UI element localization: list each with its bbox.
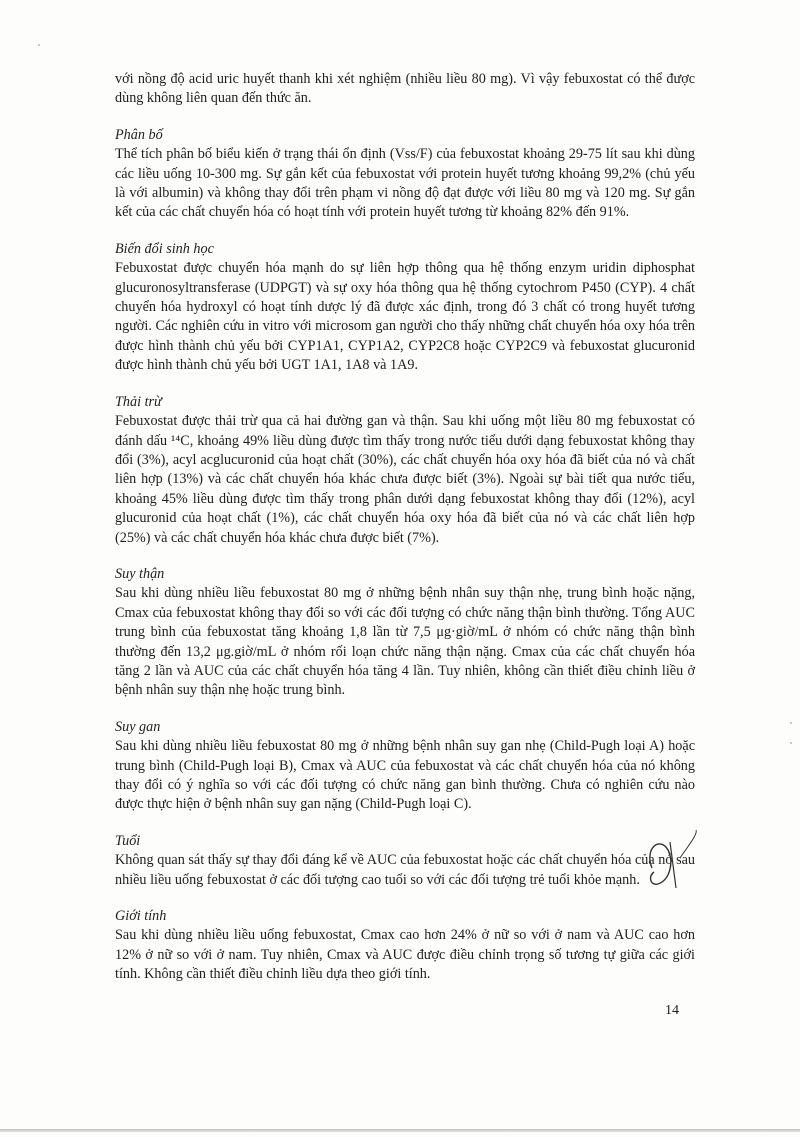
section-age bbox=[115, 832, 695, 890]
section-distribution bbox=[115, 126, 695, 223]
section-heading: Giới tính bbox=[115, 908, 167, 925]
document-page bbox=[115, 70, 695, 985]
section-heading: Suy gan bbox=[115, 718, 161, 735]
scan-speck bbox=[38, 44, 40, 46]
section-heading: Thải trừ bbox=[115, 393, 162, 410]
section-body: Febuxostat được thải trừ qua cả hai đường gan và thận. Sau khi uống một liều 80 mg febuxostat có đánh dấu ¹⁴C, khoảng 49% liều dùng được tìm thấy trong nước tiểu dưới dạng febuxostat không thay đổi (3%), acyl acglucuronid của hoạt chất (30%), các chất chuyển hóa oxy hóa đã biết của nó và chất liên hợp (13%) và các chất chuyển hóa khác chưa được biết (3%). Ngoài sự bài tiết qua nước tiểu, khoảng 45% liều dùng được tìm thấy trong phân dưới dạng febuxostat không thay đổi (12%), acyl glucuronid của hoạt chất (1%), các chất chuyển hóa oxy hóa đã biết của nó và các chất liên hợp (25%) và các chất chuyển hóa khác chưa được biết (7%). bbox=[115, 413, 695, 546]
scan-edge-line bbox=[0, 1129, 800, 1132]
section-body: Thể tích phân bố biểu kiến ở trạng thái ổn định (Vss/F) của febuxostat khoảng 29-75 lít sau khi dùng các liều uống 10-300 mg. Sự gắn kết của febuxostat với protein huyết tương khoảng 99,2% (chủ yếu là với albumin) và không thay đổi trên phạm vi nồng độ đạt được với liều 80 mg và 120 mg. Sự gắn kết của các chất chuyển hóa có hoạt tính với protein huyết tương từ khoảng 82% đến 91%. bbox=[115, 146, 695, 221]
section-heading: Tuổi bbox=[115, 832, 141, 849]
section-heading: Suy thận bbox=[115, 565, 165, 582]
section-body: Không quan sát thấy sự thay đổi đáng kể về AUC của febuxostat hoặc các chất chuyển hóa của nó sau nhiều liều uống febuxostat ở các đối tượng cao tuổi so với các đối tượng trẻ tuổi khỏe mạnh. bbox=[115, 852, 695, 888]
handwritten-signature-mark bbox=[640, 828, 700, 898]
scan-speck bbox=[790, 722, 792, 724]
section-biotransformation bbox=[115, 240, 695, 376]
page-number: 14 bbox=[665, 1003, 679, 1018]
intro-paragraph: với nồng độ acid uric huyết thanh khi xét nghiệm (nhiều liều 80 mg). Vì vậy febuxostat có thể được dùng không liên quan đến thức ăn. bbox=[115, 71, 695, 107]
section-body: Sau khi dùng nhiều liều uống febuxostat, Cmax cao hơn 24% ở nữ so với ở nam và AUC cao hơn 12% ở nữ so với ở nam. Tuy nhiên, Cmax và AUC được điều chỉnh trọng số tương tự giữa các giới tính. Không cần thiết điều chỉnh liều dựa theo giới tính. bbox=[115, 927, 695, 983]
section-hepatic-impairment bbox=[115, 718, 695, 815]
section-body: Sau khi dùng nhiều liều febuxostat 80 mg ở những bệnh nhân suy thận nhẹ, trung bình hoặc nặng, Cmax của febuxostat không thay đổi so với các đối tượng có chức năng thận bình thường. Tổng AUC trung bình của febuxostat tăng khoảng 1,8 lần từ 7,5 μg·giờ/mL ở nhóm có chức năng thận bình thường đến 13,2 μg.giờ/mL ở nhóm rối loạn chức năng thận nặng. Cmax của các chất chuyển hóa tăng 2 lần và AUC của các chất chuyển hóa tăng 4 lần. Tuy nhiên, không cần thiết điều chỉnh liều ở bệnh nhân suy thận nhẹ hoặc trung bình. bbox=[115, 585, 695, 699]
section-heading: Biến đổi sinh học bbox=[115, 240, 214, 257]
section-heading: Phân bố bbox=[115, 126, 163, 143]
section-elimination bbox=[115, 393, 695, 548]
section-body: Febuxostat được chuyển hóa mạnh do sự liên hợp thông qua hệ thống enzym uridin diphosphat glucuronosyltransferase (UDPGT) và sự oxy hóa thông qua hệ thống cytochrom P450 (CYP). 4 chất chuyển hóa hydroxyl có hoạt tính dược lý đã được xác định, trong đó 3 chất có trong huyết tương người. Các nghiên cứu in vitro với microsom gan người cho thấy những chất chuyển hóa oxy hóa trên được hình thành chủ yếu bởi CYP1A1, CYP1A2, CYP2C8 hoặc CYP2C9 và febuxostat glucuronid được hình thành chủ yếu bởi UGT 1A1, 1A8 và 1A9. bbox=[115, 260, 695, 374]
section-gender bbox=[115, 907, 695, 985]
scan-speck bbox=[790, 742, 792, 744]
section-body: Sau khi dùng nhiều liều febuxostat 80 mg ở những bệnh nhân suy gan nhẹ (Child-Pugh loại A) hoặc trung bình (Child-Pugh loại B), Cmax và AUC của febuxostat và các chất chuyển hóa của nó không thay đổi có ý nghĩa so với các đối tượng có chức năng gan bình thường. Chưa có nghiên cứu nào được thực hiện ở bệnh nhân suy gan nặng (Child-Pugh loại C). bbox=[115, 738, 695, 813]
section-renal-impairment bbox=[115, 565, 695, 701]
